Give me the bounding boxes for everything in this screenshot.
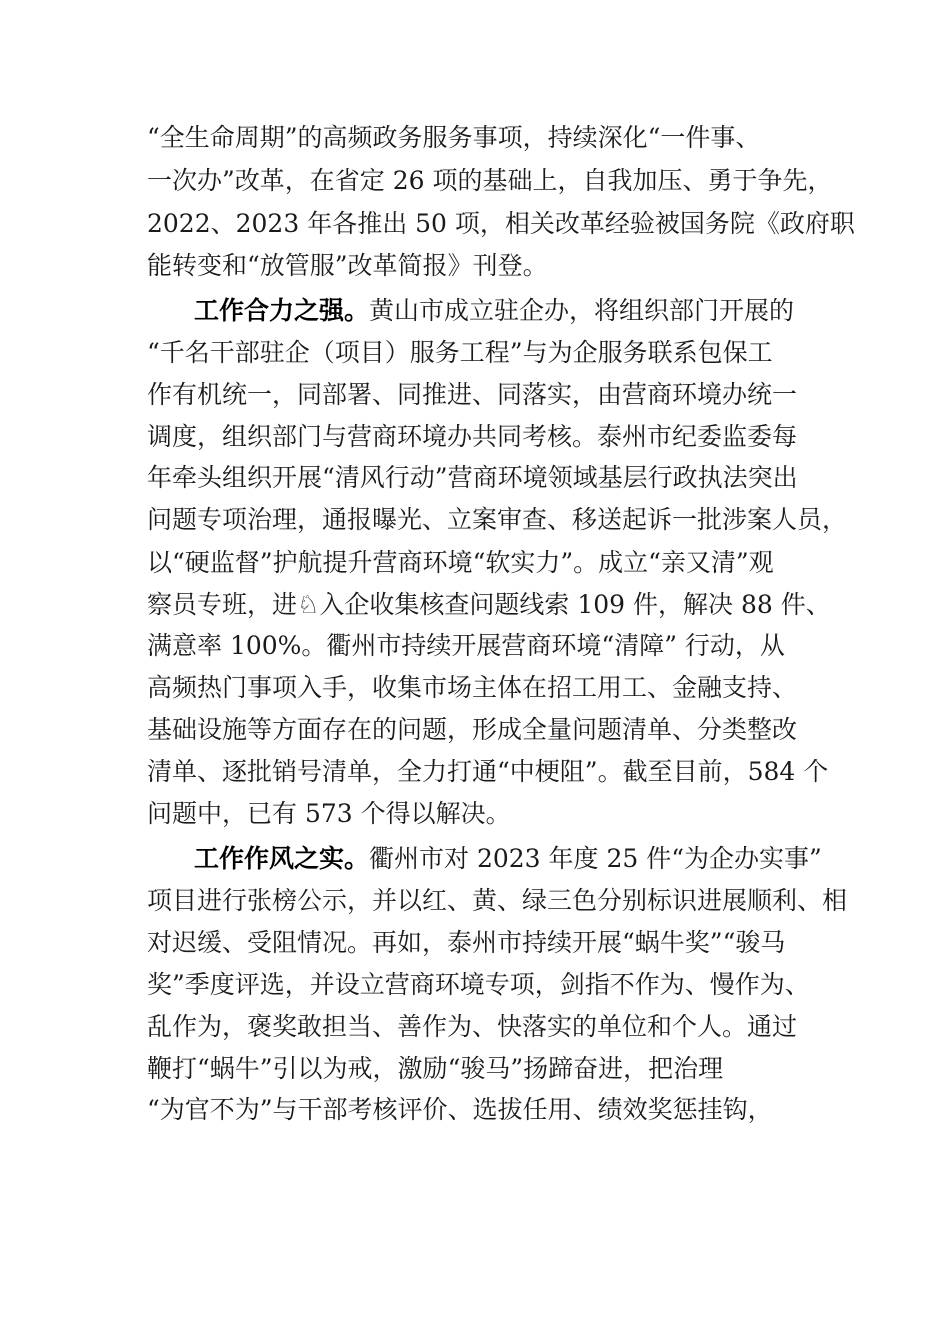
text-line: “千名干部驻企（项目）服务工程”与为企服务联系包保工 xyxy=(147,338,773,367)
text-line: 清单、逐批销号清单，全力打通“中梗阻”。截至目前，584 个 xyxy=(147,757,829,786)
text-line: 一次办”改革，在省定 26 项的基础上，自我加压、勇于争先， xyxy=(147,166,833,195)
text-line: 年牵头组织开展“清风行动”营商环境领域基层行政执法突出 xyxy=(147,463,798,492)
text-segment: 衢州市对 2023 年度 25 件“为企办实事” xyxy=(369,844,822,873)
text-line: 奖”季度评选，并设立营商环境专项，剑指不作为、慢作为、 xyxy=(147,970,810,999)
text-line: 问题专项治理，通报曝光、立案审查、移送起诉一批涉案人员， xyxy=(147,505,848,534)
text-line: 满意率 100%。衢州市持续开展营商环境“清障” 行动，从 xyxy=(147,631,785,660)
text-line: 问题中，已有 573 个得以解决。 xyxy=(147,799,511,828)
text-line: “全生命周期”的高频政务服务事项，持续深化“一件事、 xyxy=(147,123,761,152)
paragraph-first-line xyxy=(194,295,794,327)
text-line: 基础设施等方面存在的问题，形成全量问题清单、分类整改 xyxy=(147,715,798,744)
paragraph-first-line xyxy=(194,843,822,875)
text-segment: 黄山市成立驻企办，将组织部门开展的 xyxy=(369,296,795,325)
text-line: 对迟缓、受阻情况。再如，泰州市持续开展“蜗牛奖”“骏马 xyxy=(147,928,786,957)
text-line: 作有机统一，同部署、同推进、同落实，由营商环境办统一 xyxy=(147,380,798,409)
text-line: 乱作为，褒奖敢担当、善作为、快落实的单位和个人。通过 xyxy=(147,1012,798,1041)
text-line: 鞭打“蜗牛”引以为戒，激励“骏马”扬蹄奋进，把治理 xyxy=(147,1054,724,1083)
text-line: 调度，组织部门与营商环境办共同考核。泰州市纪委监委每 xyxy=(147,422,798,451)
text-line: 察员专班，进♘入企收集核查问题线索 109 件，解决 88 件、 xyxy=(147,590,831,619)
text-line: 项目进行张榜公示，并以红、黄、绿三色分别标识进展顺利、相 xyxy=(147,886,848,915)
paragraph-lead-heading: 工作合力之强。 xyxy=(194,296,370,325)
text-line: 以“硬监督”护航提升营商环境“软实力”。成立“亲又清”观 xyxy=(147,548,774,577)
paragraph-lead-heading: 工作作风之实。 xyxy=(194,844,370,873)
text-line: 能转变和“放管服”改革简报》刊登。 xyxy=(147,251,548,280)
text-line: “为官不为”与干部考核评价、选拔任用、绩效奖惩挂钩， xyxy=(147,1095,773,1124)
text-line: 2022、2023 年各推出 50 项，相关改革经验被国务院《政府职 xyxy=(147,209,855,238)
text-line: 高频热门事项入手，收集市场主体在招工用工、金融支持、 xyxy=(147,673,798,702)
